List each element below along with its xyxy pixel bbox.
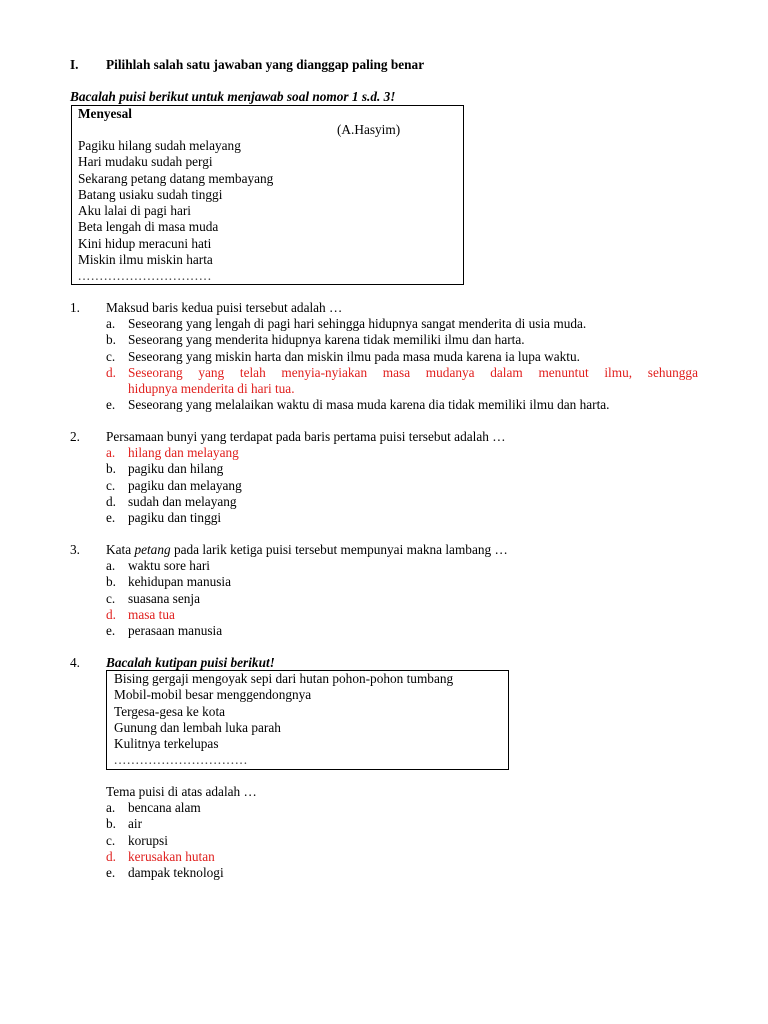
option-letter: a. — [106, 558, 116, 573]
option-text: bencana alam — [128, 800, 201, 815]
question-text-italic: petang — [134, 542, 171, 557]
question-number: 1. — [70, 300, 80, 315]
poem-instruction: Bacalah kutipan puisi berikut! — [106, 655, 275, 670]
option-e[interactable] — [106, 397, 698, 413]
options-list — [106, 316, 698, 414]
option-text: Seseorang yang lengah di pagi hari sehingga hidupnya sangat menderita di usia muda. — [128, 316, 587, 331]
poem-lines — [78, 138, 273, 285]
poem-line: Batang usiaku sudah tinggi — [78, 186, 223, 202]
option-text: korupsi — [128, 832, 168, 848]
option-text: kehidupan manusia — [128, 574, 232, 590]
option-letter: b. — [106, 574, 116, 590]
option-letter: b. — [106, 461, 116, 477]
poem-lines — [114, 671, 453, 769]
option-b[interactable] — [106, 332, 698, 348]
option-text: Seseorang yang melalaikan waktu di masa muda karena dia tidak memiliki ilmu dan harta. — [128, 397, 610, 413]
option-d[interactable] — [106, 494, 506, 510]
option-c[interactable] — [106, 833, 506, 849]
poem-instruction: Bacalah puisi berikut untuk menjawab soal nomor 1 s.d. 3! — [70, 89, 396, 104]
question-text: Persamaan bunyi yang terdapat pada baris pertama puisi tersebut adalah … — [106, 429, 506, 444]
question-text: Tema puisi di atas adalah … — [106, 784, 257, 799]
option-letter: e. — [106, 397, 116, 413]
poem-title: Menyesal — [78, 106, 132, 121]
option-letter: a. — [106, 445, 116, 460]
option-b[interactable] — [106, 461, 506, 477]
option-letter: e. — [106, 510, 116, 526]
question-number: 3. — [70, 542, 80, 557]
option-text: pagiku dan tinggi — [128, 510, 222, 526]
option-text: waktu sore hari — [128, 558, 210, 573]
option-letter: c. — [106, 348, 116, 364]
poem-line: Miskin ilmu miskin harta — [78, 252, 213, 268]
section-number: I. — [70, 57, 79, 72]
option-text: air — [128, 816, 143, 832]
option-e[interactable] — [106, 865, 506, 881]
option-d-correct[interactable] — [106, 365, 698, 398]
option-e[interactable] — [106, 510, 506, 526]
poem-line: Kulitnya terkelupas — [114, 736, 219, 752]
option-d-correct[interactable] — [106, 849, 506, 865]
poem-line: Bising gergaji mengoyak sepi dari hutan pohon-pohon tumbang — [114, 671, 454, 686]
poem-line: Aku lalai di pagi hari — [78, 203, 191, 219]
poem-line: Gunung dan lembah luka parah — [114, 719, 281, 735]
option-letter: d. — [106, 848, 116, 864]
poem-line: Sekarang petang datang membayang — [78, 170, 274, 186]
option-e[interactable] — [106, 623, 506, 639]
option-a[interactable] — [106, 800, 506, 816]
option-c[interactable] — [106, 349, 698, 365]
section-title: Pilihlah salah satu jawaban yang dianggap paling benar — [106, 57, 425, 72]
options-list — [106, 445, 506, 526]
option-a-correct[interactable] — [106, 445, 506, 461]
poem-line: Pagiku hilang sudah melayang — [78, 138, 241, 153]
poem-line: Tergesa-gesa ke kota — [114, 703, 226, 719]
option-text: kerusakan hutan — [128, 848, 215, 864]
option-letter: a. — [106, 316, 116, 331]
options-list — [106, 800, 506, 881]
option-text: suasana senja — [128, 590, 200, 606]
option-letter: a. — [106, 800, 116, 815]
poem-line: Mobil-mobil besar menggendongnya — [114, 687, 312, 703]
question-text — [106, 542, 508, 558]
option-text-cont: hidupnya menderita di hari tua. — [128, 381, 295, 397]
poem-line-ellipsis: ............................... — [78, 268, 213, 284]
option-text: dampak teknologi — [128, 865, 224, 881]
poem-author: (A.Hasyim) — [337, 122, 401, 137]
option-a[interactable] — [106, 558, 506, 574]
option-letter: b. — [106, 816, 116, 832]
option-text: Seseorang yang telah menyia-nyiakan masa mudanya dalam menuntut ilmu, sehungga — [128, 364, 698, 380]
option-text: pagiku dan hilang — [128, 461, 224, 477]
question-text: Maksud baris kedua puisi tersebut adalah … — [106, 300, 343, 315]
options-list — [106, 558, 506, 639]
poem-line: Kini hidup meracuni hati — [78, 235, 212, 251]
option-letter: e. — [106, 623, 116, 639]
option-letter: c. — [106, 590, 116, 606]
option-letter: d. — [106, 606, 116, 622]
question-text-part: Kata — [106, 542, 135, 557]
option-letter: d. — [106, 493, 116, 509]
option-c[interactable] — [106, 478, 506, 494]
option-a[interactable] — [106, 316, 698, 332]
question-text-part: pada larik ketiga puisi tersebut mempunyai makna lambang … — [170, 542, 508, 557]
option-text: Seseorang yang miskin harta dan miskin ilmu pada masa muda karena ia lupa waktu. — [128, 348, 580, 364]
option-b[interactable] — [106, 816, 506, 832]
option-b[interactable] — [106, 574, 506, 590]
poem-line: Hari mudaku sudah pergi — [78, 154, 213, 170]
poem-line: Beta lengah di masa muda — [78, 219, 219, 235]
option-d-correct[interactable] — [106, 607, 506, 623]
option-letter: d. — [106, 364, 116, 380]
option-text: hilang dan melayang — [128, 445, 239, 460]
question-number: 2. — [70, 429, 80, 444]
option-letter: c. — [106, 477, 116, 493]
option-text: sudah dan melayang — [128, 493, 237, 509]
option-letter: e. — [106, 865, 116, 881]
question-number: 4. — [70, 655, 80, 670]
option-letter: b. — [106, 332, 116, 348]
option-text: masa tua — [128, 606, 175, 622]
option-text: pagiku dan melayang — [128, 477, 242, 493]
option-c[interactable] — [106, 591, 506, 607]
option-letter: c. — [106, 832, 116, 848]
poem-line-ellipsis: ............................... — [114, 752, 249, 768]
option-text: perasaan manusia — [128, 623, 223, 639]
option-text: Seseorang yang menderita hidupnya karena tidak memiliki ilmu dan harta. — [128, 332, 525, 348]
